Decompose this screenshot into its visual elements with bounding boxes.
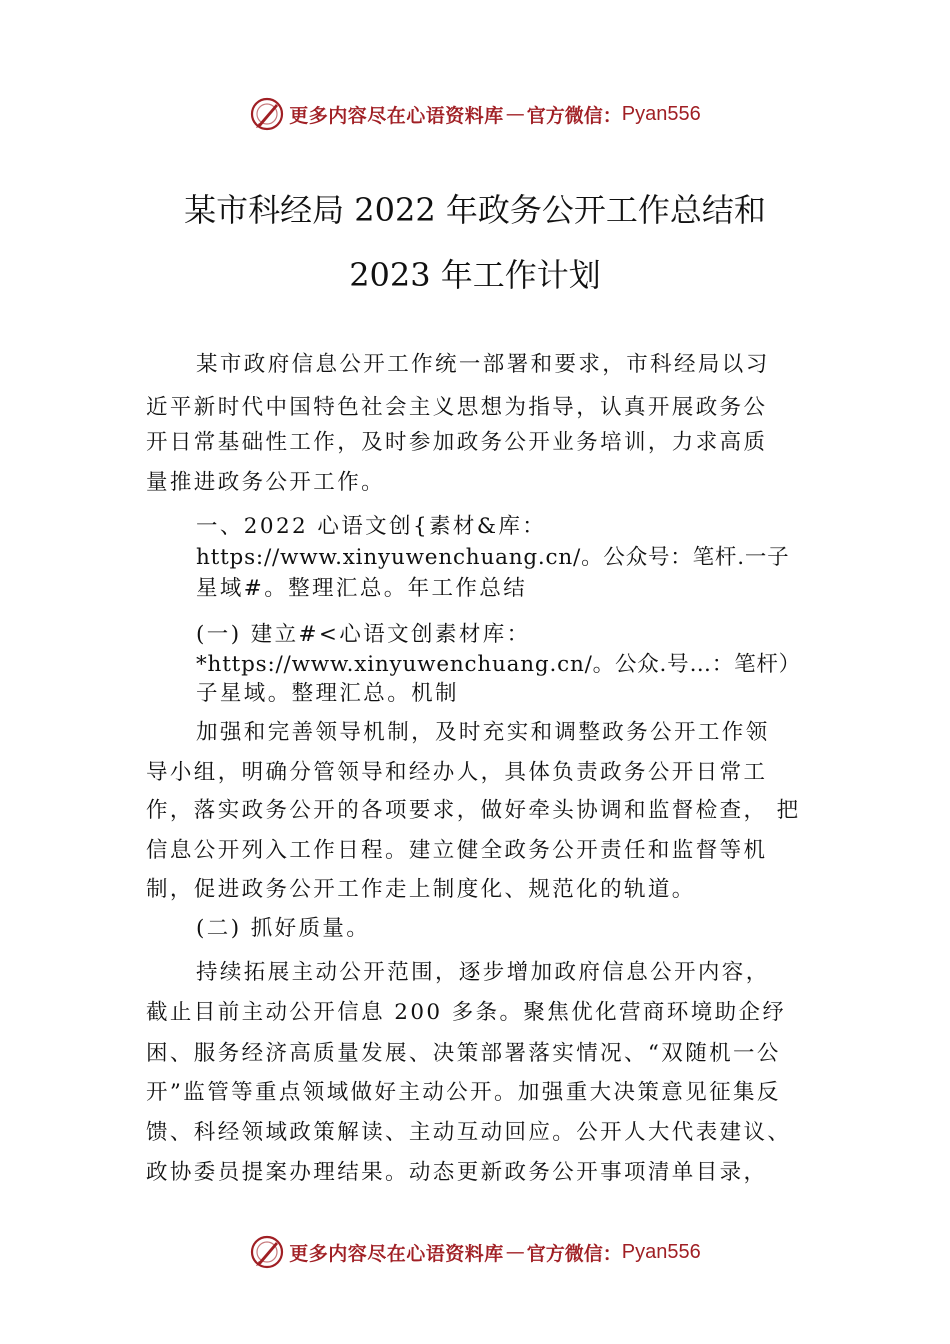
paragraph-3-line: 开”监管等重点领域做好主动公开。加强重大决策意见征集反 — [146, 1080, 781, 1105]
paragraph-2-line: 制，促进政务公开工作走上制度化、规范化的轨道。 — [146, 877, 696, 902]
banner-wechat-account: Pyan556 — [621, 1240, 701, 1263]
section-2-heading-tail: 子星域。整理汇总。机制 — [196, 681, 459, 706]
banner-text: 更多内容尽在心语资料库 — [289, 1242, 504, 1265]
paragraph-3-line: 截止目前主动公开信息 200 多条。聚焦优化营商环境助企纾 — [146, 1000, 787, 1025]
banner-wechat-account: Pyan556 — [621, 102, 701, 125]
paragraph-3-line: 困、服务经济高质量发展、决策部署落实情况、“双随机一公 — [146, 1041, 781, 1066]
paragraph-2-line: 作，落实政务公开的各项要求，做好牵头协调和监督检查， 把 — [146, 798, 801, 823]
quill-seal-logo-icon — [249, 96, 285, 132]
banner-dash: — — [505, 1241, 525, 1263]
paragraph-3-line: 馈、科经领域政策解读、主动互动回应。公开人大代表建议、 — [146, 1120, 792, 1145]
banner-wechat-label: 官方微信： — [526, 1242, 622, 1265]
paragraph-1-line: 开日常基础性工作，及时参加政务公开业务培训，力求高质 — [146, 430, 768, 455]
section-1-heading-tail: 星域#。整理汇总。年工作总结 — [196, 576, 528, 601]
section-3-heading: (二) 抓好质量。 — [196, 916, 371, 941]
paragraph-1-line: 某市政府信息公开工作统一部署和要求，市科经局以习 — [196, 352, 770, 377]
paragraph-3-line: 政协委员提案办理结果。动态更新政务公开事项清单目录， — [146, 1160, 768, 1185]
section-2-heading-url: *https://www.xinyuwenchuang.cn/。公众.号…：笔杆） — [196, 652, 801, 677]
section-2-heading: (一) 建立#<心语文创素材库： — [196, 622, 531, 647]
paragraph-3-line: 持续拓展主动公开范围，逐步增加政府信息公开内容， — [196, 960, 770, 985]
quill-seal-logo-icon — [249, 1234, 285, 1270]
paragraph-1-line: 近平新时代中国特色社会主义思想为指导，认真开展政务公 — [146, 395, 768, 420]
paragraph-2-line: 信息公开列入工作日程。建立健全政务公开责任和监督等机 — [146, 838, 768, 863]
paragraph-2-line: 导小组，明确分管领导和经办人，具体负责政务公开日常工 — [146, 760, 768, 785]
banner-wechat-label: 官方微信： — [526, 104, 622, 127]
footer-watermark-banner — [0, 1232, 950, 1272]
section-1-heading: 一、2022 心语文创{素材&库： — [196, 514, 547, 539]
document-title-line-2: 2023 年工作计划 — [349, 256, 601, 294]
section-1-heading-url: https://www.xinyuwenchuang.cn/。公众号：笔杆.一子 — [196, 545, 790, 570]
paragraph-2-line: 加强和完善领导机制，及时充实和调整政务公开工作领 — [196, 720, 770, 745]
document-title-line-1: 某市科经局 2022 年政务公开工作总结和 — [184, 191, 766, 229]
banner-text: 更多内容尽在心语资料库 — [289, 104, 504, 127]
paragraph-1-line: 量推进政务公开工作。 — [146, 470, 386, 495]
banner-dash: — — [505, 103, 525, 125]
header-watermark-banner — [0, 94, 950, 134]
